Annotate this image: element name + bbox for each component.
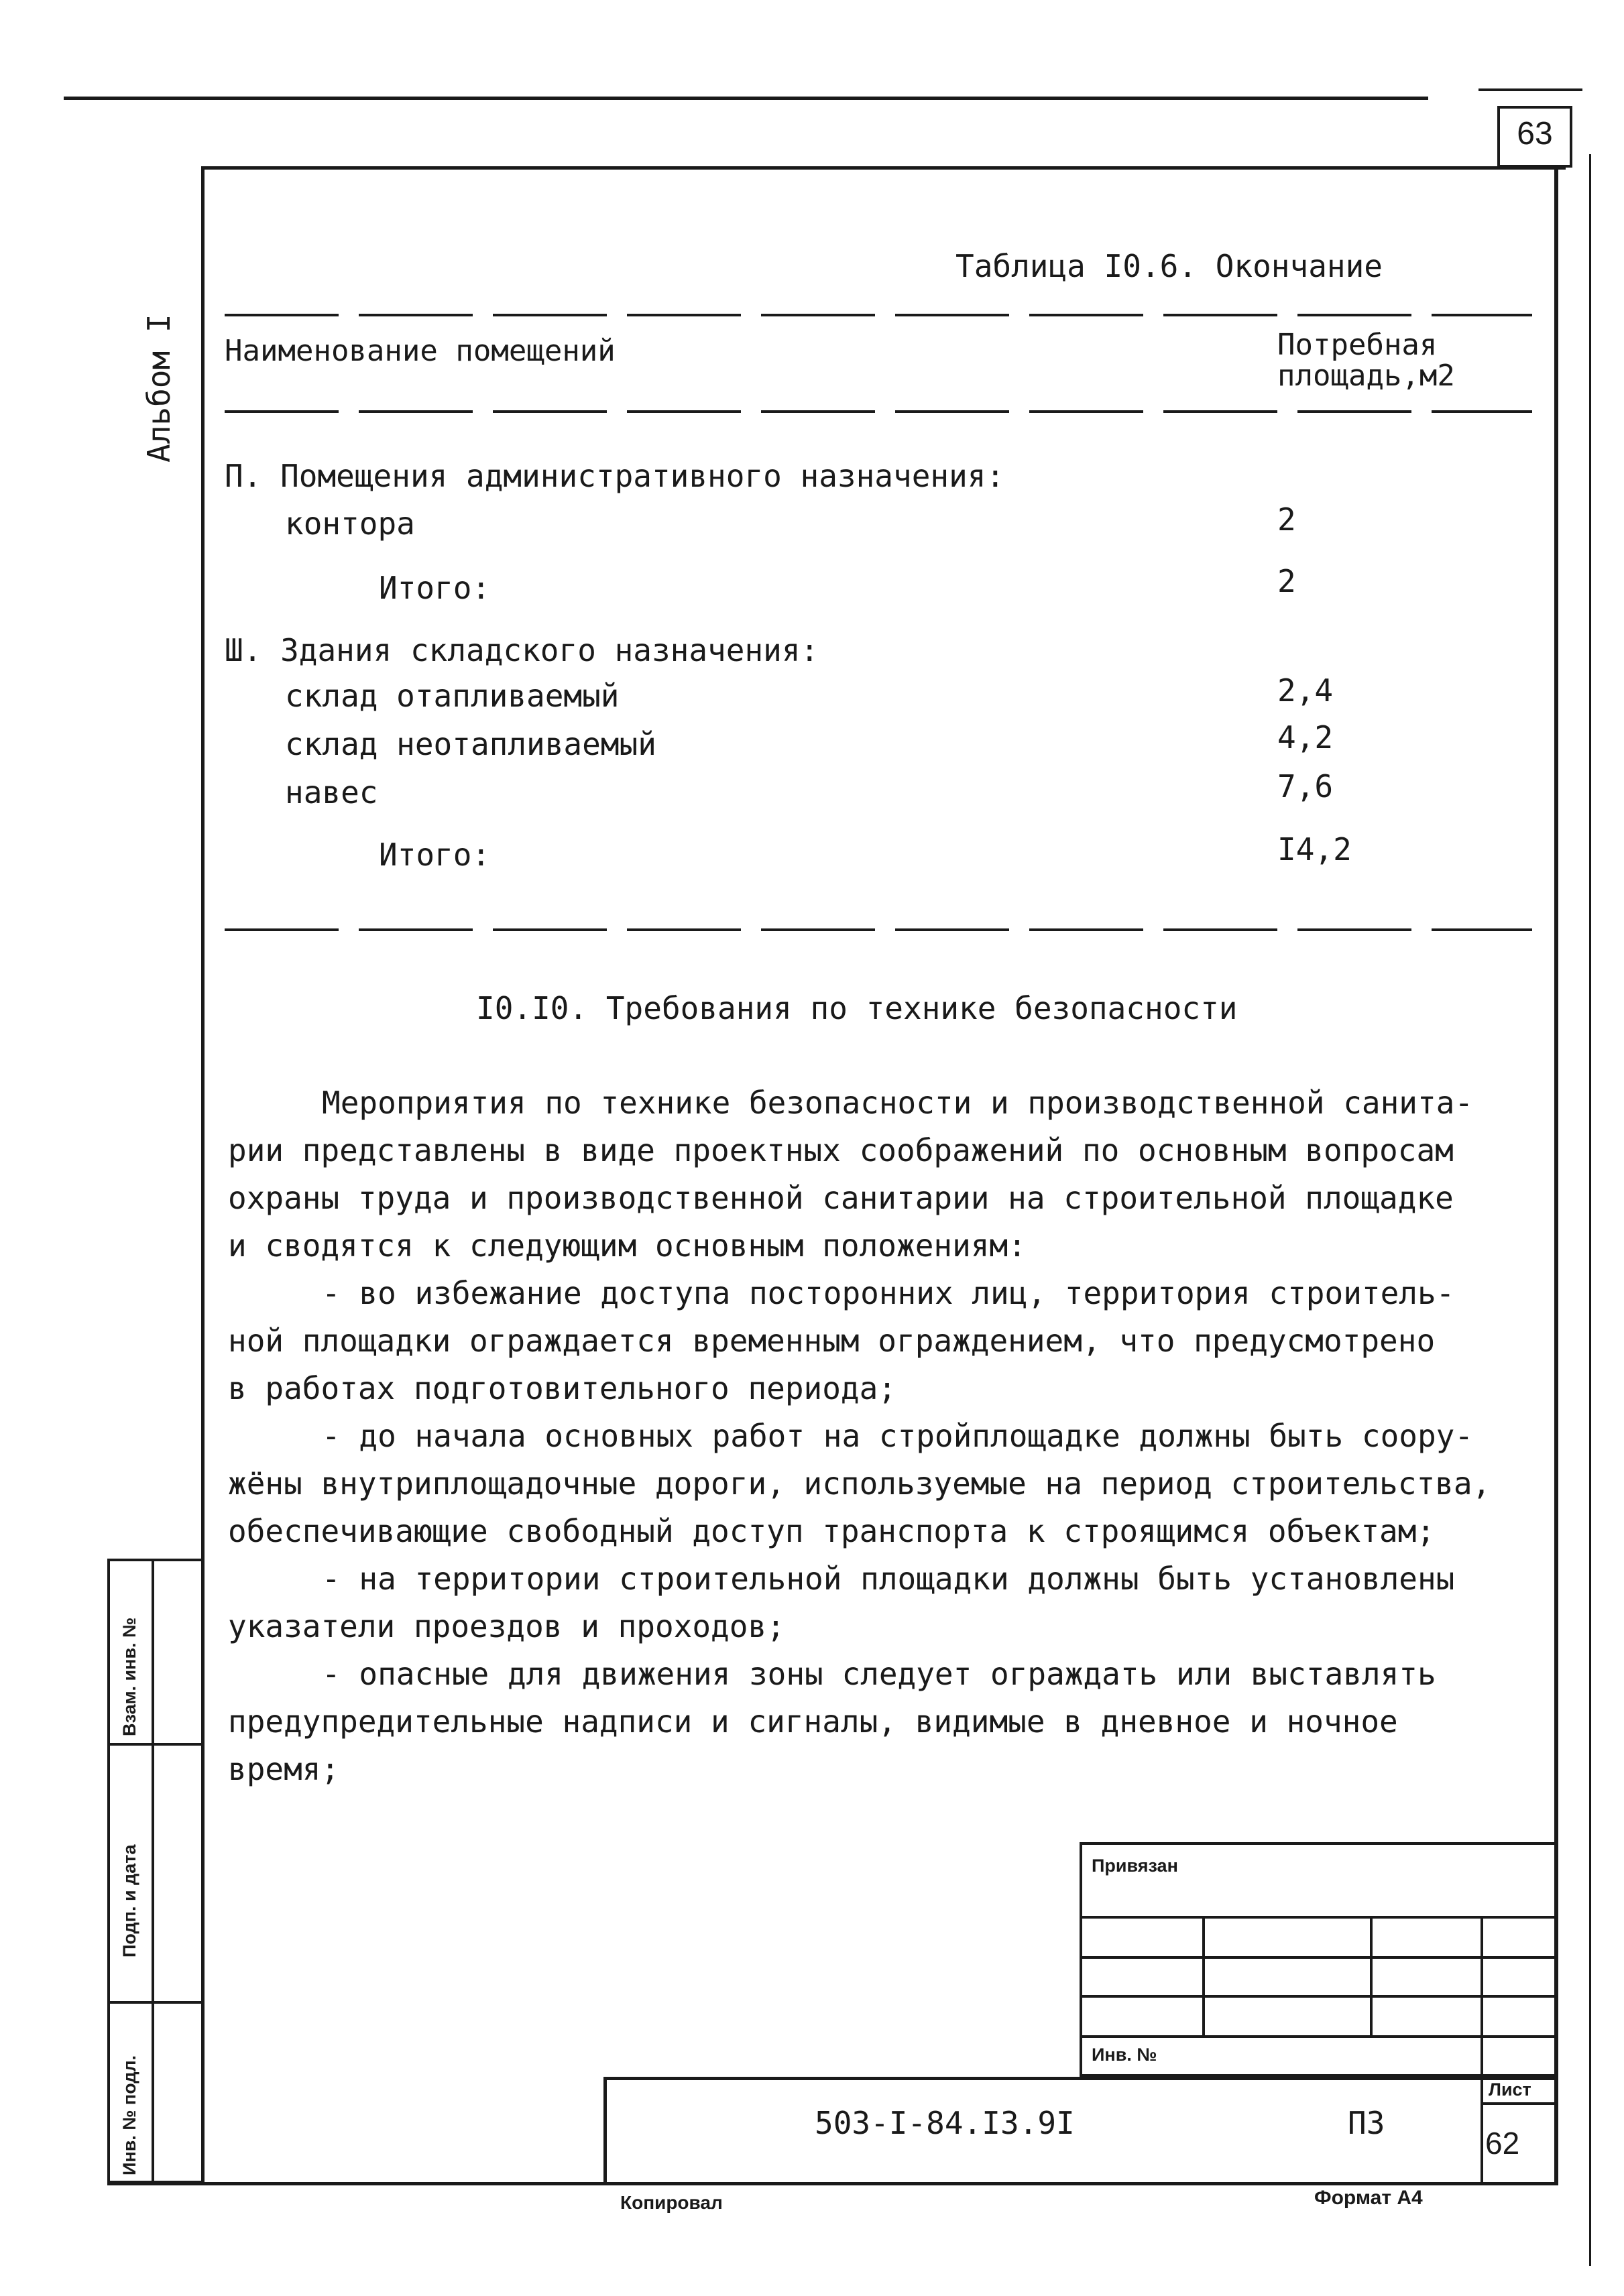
row-name: Итого: [379,570,491,606]
page-number: 63 [1517,116,1553,152]
tb-col [1370,1916,1373,2037]
top-rule-right [1478,88,1582,91]
paragraph-line: - до начала основных работ на стройплощадке должны быть соору- [322,1418,1474,1454]
inv-label: Инв. № подл. [119,2055,139,2175]
privyazan-label: Привязан [1092,1856,1178,1876]
row-name: П. Помещения административного назначения: [225,458,1005,494]
paragraph-line: обеспечивающие свободный доступ транспорта к строящимся объектам; [228,1513,1436,1549]
row-value: I4,2 [1277,831,1352,867]
doc-code-block [603,2077,1556,2185]
paragraph-line: - на территории строительной площадки должны быть установлены [322,1561,1455,1597]
row-name: склад неотапливаемый [285,726,656,762]
doc-code: 503-I-84.I3.9I [815,2105,1075,2141]
copied-label: Копировал [620,2192,723,2213]
table-row [225,452,1004,500]
sheet-label: Лист [1489,2079,1531,2100]
row-value: 2,4 [1277,672,1334,709]
paragraph-line: Мероприятия по технике безопасности и производственной санита- [322,1085,1474,1121]
row-value: 4,2 [1277,719,1334,756]
table-row [225,627,819,674]
paragraph-line: в работах подготовительного периода; [228,1370,896,1406]
tb-rule [1080,1995,1556,1998]
table-row [379,564,490,612]
section-heading: I0.I0. Требования по технике безопасности [476,990,1238,1026]
side-stamp-divider [152,1559,154,2183]
side-stamp-rule [107,2001,201,2004]
doc-part: ПЗ [1348,2105,1385,2141]
sheet-col [1481,2077,1483,2184]
table-row [285,500,415,548]
privyazan-block [1080,1842,1556,2077]
format-label: Формат А4 [1314,2187,1423,2209]
paragraph-line: время; [228,1751,340,1787]
tb-col [1202,1916,1205,2037]
table-row [285,721,656,768]
col-header-area-2: площадь,м2 [1277,359,1455,393]
frame-top [201,166,1566,170]
podp-label: Подп. и дата [119,1844,139,1957]
frame-left [201,166,205,2184]
row-name: Ш. Здания складского назначения: [225,632,819,668]
paragraph-line: ной площадки ограждается временным ограждением, что предусмотрено [228,1323,1436,1359]
sheet-rule [1481,2102,1556,2105]
tb-rule [1080,1916,1556,1919]
paragraph-line: охраны труда и производственной санитарии на строительной площадке [228,1180,1454,1216]
inv-no-label: Инв. № [1092,2045,1157,2065]
paragraph-line: предупредительные надписи и сигналы, видимые в дневное и ночное [228,1703,1398,1740]
col-header-area-1: Потребная [1277,328,1438,362]
row-name: склад отапливаемый [285,678,620,714]
tb-rule [1080,2035,1556,2038]
table-bottom-rule [225,928,1532,931]
table-caption: Таблица I0.6. Окончание [955,248,1383,284]
col-header-name: Наименование помещений [225,334,616,368]
table-row [379,831,490,879]
tb-col [1481,1916,1483,2077]
paragraph-line: - опасные для движения зоны следует ограждать или выставлять [322,1656,1436,1692]
table-header-rule [225,410,1532,413]
table-row [285,672,620,720]
album-label: Альбом I [141,314,177,463]
paragraph-line: рии представлены в виде проектных соображений по основным вопросам [228,1132,1454,1168]
page-edge-right [1589,154,1591,2266]
row-name: Итого: [379,837,491,873]
tb-rule [1080,1956,1556,1959]
paragraph-line: и сводятся к следующим основным положениям: [228,1227,1027,1264]
table-row [285,769,378,817]
paragraph-line: указатели проездов и проходов; [228,1608,785,1644]
paragraph-line: жёны внутриплощадочные дороги, используемые на период строительства, [228,1465,1491,1502]
paragraph-line: - во избежание доступа посторонних лиц, территория строитель- [322,1275,1455,1311]
row-value: 2 [1277,501,1296,538]
table-top-rule [225,314,1532,316]
vzam-label: Взам. инв. № [119,1617,139,1736]
row-value: 7,6 [1277,768,1334,804]
sheet-number: 62 [1485,2126,1520,2161]
top-rule [64,97,1428,100]
row-name: навес [285,774,378,810]
row-name: контора [285,505,415,542]
side-stamp-rule [107,1743,201,1746]
row-value: 2 [1277,563,1296,599]
